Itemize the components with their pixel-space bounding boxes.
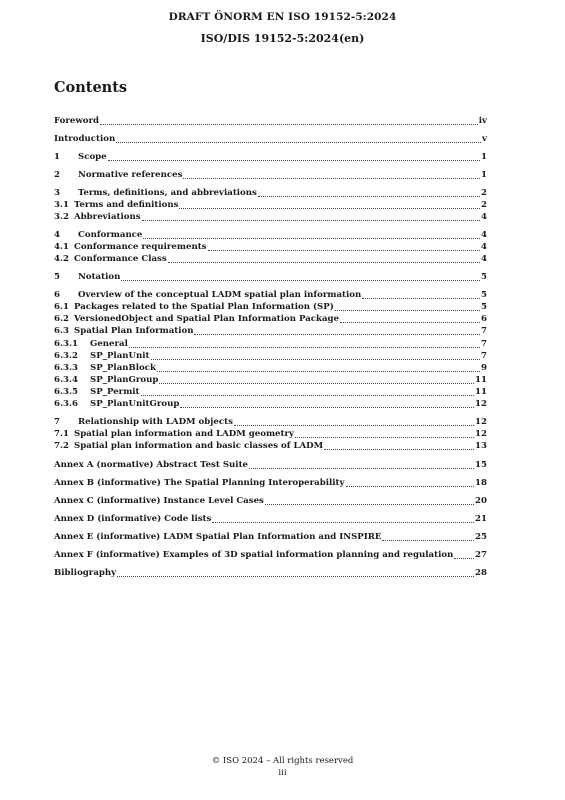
toc-entry-title: SP_PlanGroup <box>90 375 159 385</box>
toc-leader-dots <box>142 220 480 221</box>
toc-entry-title: General <box>90 339 128 349</box>
toc-leader-dots <box>179 208 480 209</box>
toc-leader-dots <box>183 178 480 179</box>
page-footer <box>0 755 565 779</box>
toc-entry-number: 6.3.2 <box>54 351 78 361</box>
toc-entry[interactable] <box>54 114 487 128</box>
toc-entry-title: Bibliography <box>54 568 117 578</box>
toc-entry-page: 11 <box>475 375 487 385</box>
toc-entry-page: 1 <box>481 170 487 180</box>
toc-leader-dots <box>249 468 474 469</box>
toc-entry-title: SP_PlanUnit <box>90 351 150 361</box>
toc-entry[interactable] <box>54 512 487 526</box>
toc-entry-page: 20 <box>475 496 487 506</box>
toc-entry-page: 28 <box>475 568 487 578</box>
toc-entry-title: Abbreviations <box>74 212 141 222</box>
toc-leader-dots <box>212 522 474 523</box>
toc-entry-title: Conformance Class <box>74 254 167 264</box>
toc-entry-number: 6.3 <box>54 326 69 336</box>
toc-leader-dots <box>159 383 474 384</box>
toc-leader-dots <box>324 449 474 450</box>
toc-entry[interactable] <box>54 548 487 562</box>
toc-leader-dots <box>151 359 481 360</box>
toc-entry[interactable] <box>54 210 487 224</box>
toc-entry-number: 5 <box>54 272 60 282</box>
toc-entry-title: Introduction <box>54 134 116 144</box>
toc-entry-title: Spatial plan information and basic classes of LADM <box>74 441 324 451</box>
toc-entry-page: 2 <box>481 188 487 198</box>
toc-entry-page: 5 <box>481 302 487 312</box>
toc-leader-dots <box>208 250 481 251</box>
toc-entry-title: Foreword <box>54 116 100 126</box>
toc-entry[interactable] <box>54 458 487 472</box>
toc-entry-title: SP_PlanBlock <box>90 363 156 373</box>
toc-leader-dots <box>143 238 480 239</box>
toc-entry-number: 1 <box>54 152 60 162</box>
toc-entry[interactable] <box>54 132 487 146</box>
toc-entry-number: 3 <box>54 188 60 198</box>
toc-entry-title: Scope <box>78 152 107 162</box>
toc-entry-page: 27 <box>475 550 487 560</box>
toc-leader-dots <box>108 160 480 161</box>
toc-entry-title: SP_PlanUnitGroup <box>90 399 180 409</box>
toc-entry-page: 5 <box>481 272 487 282</box>
toc-entry-page: 9 <box>481 363 487 373</box>
toc-leader-dots <box>340 322 480 323</box>
copyright-notice: © ISO 2024 – All rights reserved <box>211 756 354 766</box>
toc-entry-page: 13 <box>475 441 487 451</box>
toc-entry-title: Conformance <box>78 230 143 240</box>
toc-entry-title: Relationship with LADM objects <box>78 417 233 427</box>
toc-entry-number: 6.3.3 <box>54 363 78 373</box>
toc-entry-page: iv <box>478 116 487 126</box>
toc-entry-page: 12 <box>475 417 487 427</box>
toc-leader-dots <box>454 558 474 559</box>
toc-entry-page: 7 <box>481 351 487 361</box>
toc-entry-title: Terms, definitions, and abbreviations <box>78 188 257 198</box>
toc-entry-number: 6.3.5 <box>54 387 78 397</box>
toc-leader-dots <box>258 196 480 197</box>
toc-entry[interactable] <box>54 324 487 338</box>
toc-entry-page: 4 <box>481 230 487 240</box>
toc-entry-title: SP_Permit <box>90 387 140 397</box>
toc-leader-dots <box>141 395 475 396</box>
toc-leader-dots <box>382 540 474 541</box>
toc-entry-number: 7.2 <box>54 441 69 451</box>
toc-entry-number: 6.2 <box>54 314 69 324</box>
toc-entry-title: VersionedObject and Spatial Plan Information Package <box>74 314 340 324</box>
toc-entry[interactable] <box>54 439 487 453</box>
toc-entry-page: 4 <box>481 254 487 264</box>
toc-entry-number: 4 <box>54 230 60 240</box>
toc-entry-number: 4.1 <box>54 242 69 252</box>
toc-entry-title: Packages related to the Spatial Plan Information (SP) <box>74 302 334 312</box>
page-number: iii <box>278 768 287 778</box>
toc-entry-number: 3.1 <box>54 200 69 210</box>
toc-entry-page: 12 <box>475 399 487 409</box>
toc-entry-title: Annex A (normative) Abstract Test Suite <box>54 460 249 470</box>
toc-leader-dots <box>295 437 474 438</box>
toc-entry-title: Spatial plan information and LADM geometry <box>74 429 295 439</box>
toc-leader-dots <box>346 486 475 487</box>
toc-leader-dots <box>129 347 480 348</box>
toc-entry-page: 15 <box>475 460 487 470</box>
contents-heading: Contents <box>54 79 128 96</box>
toc-entry-number: 6 <box>54 290 60 300</box>
toc-entry-page: 11 <box>475 387 487 397</box>
toc-entry-number: 4.2 <box>54 254 69 264</box>
toc-entry-page: v <box>482 134 487 144</box>
toc-entry[interactable] <box>54 150 487 164</box>
toc-entry-title: Terms and definitions <box>74 200 179 210</box>
toc-entry-page: 6 <box>481 314 487 324</box>
toc-entry[interactable] <box>54 168 487 182</box>
document-header-line1: DRAFT ÖNORM EN ISO 19152-5:2024 <box>168 11 397 23</box>
toc-leader-dots <box>116 142 481 143</box>
toc-entry-page: 2 <box>481 200 487 210</box>
document-header-line2: ISO/DIS 19152-5:2024(en) <box>200 32 365 45</box>
toc-entry-page: 12 <box>475 429 487 439</box>
toc-entry-page: 5 <box>481 290 487 300</box>
toc-entry-page: 4 <box>481 212 487 222</box>
toc-entry[interactable] <box>54 252 487 266</box>
toc-entry-page: 7 <box>481 326 487 336</box>
toc-entry-page: 25 <box>475 532 487 542</box>
toc-leader-dots <box>168 262 480 263</box>
toc-leader-dots <box>157 371 480 372</box>
toc-entry-number: 6.3.6 <box>54 399 78 409</box>
toc-leader-dots <box>335 310 480 311</box>
toc-entry-number: 2 <box>54 170 60 180</box>
toc-entry-title: Annex E (informative) LADM Spatial Plan Information and INSPIRE <box>54 532 382 542</box>
toc-entry-number: 6.1 <box>54 302 69 312</box>
toc-entry-title: Overview of the conceptual LADM spatial plan information <box>78 290 362 300</box>
toc-entry-number: 6.3.1 <box>54 339 78 349</box>
toc-leader-dots <box>121 280 480 281</box>
toc-entry-page: 21 <box>475 514 487 524</box>
toc-leader-dots <box>117 576 474 577</box>
toc-entry[interactable] <box>54 270 487 284</box>
toc-entry[interactable] <box>54 397 487 411</box>
toc-entry-page: 1 <box>481 152 487 162</box>
toc-entry-title: Annex C (informative) Instance Level Cases <box>54 496 264 506</box>
toc-entry-number: 7 <box>54 417 60 427</box>
toc-leader-dots <box>265 504 474 505</box>
toc-entry-title: Spatial Plan Information <box>74 326 194 336</box>
toc-entry-title: Normative references <box>78 170 183 180</box>
toc-entry-page: 7 <box>481 339 487 349</box>
toc-leader-dots <box>234 425 474 426</box>
toc-entry-title: Annex F (informative) Examples of 3D spatial information planning and regulation <box>54 550 454 560</box>
toc-entry-page: 4 <box>481 242 487 252</box>
toc-entry-title: Notation <box>78 272 121 282</box>
toc-leader-dots <box>362 298 480 299</box>
toc-entry-page: 18 <box>475 478 487 488</box>
toc-entry-title: Annex D (informative) Code lists <box>54 514 212 524</box>
toc-entry-title: Conformance requirements <box>74 242 207 252</box>
toc-leader-dots <box>100 124 478 125</box>
toc-entry[interactable] <box>54 530 487 544</box>
toc-leader-dots <box>194 334 480 335</box>
toc-entry-number: 3.2 <box>54 212 69 222</box>
toc-entry[interactable] <box>54 566 487 580</box>
toc-entry[interactable] <box>54 476 487 490</box>
toc-leader-dots <box>180 407 474 408</box>
toc-entry-number: 6.3.4 <box>54 375 78 385</box>
toc-entry-title: Annex B (informative) The Spatial Planning Interoperability <box>54 478 345 488</box>
toc-entry-number: 7.1 <box>54 429 69 439</box>
toc-entry[interactable] <box>54 494 487 508</box>
